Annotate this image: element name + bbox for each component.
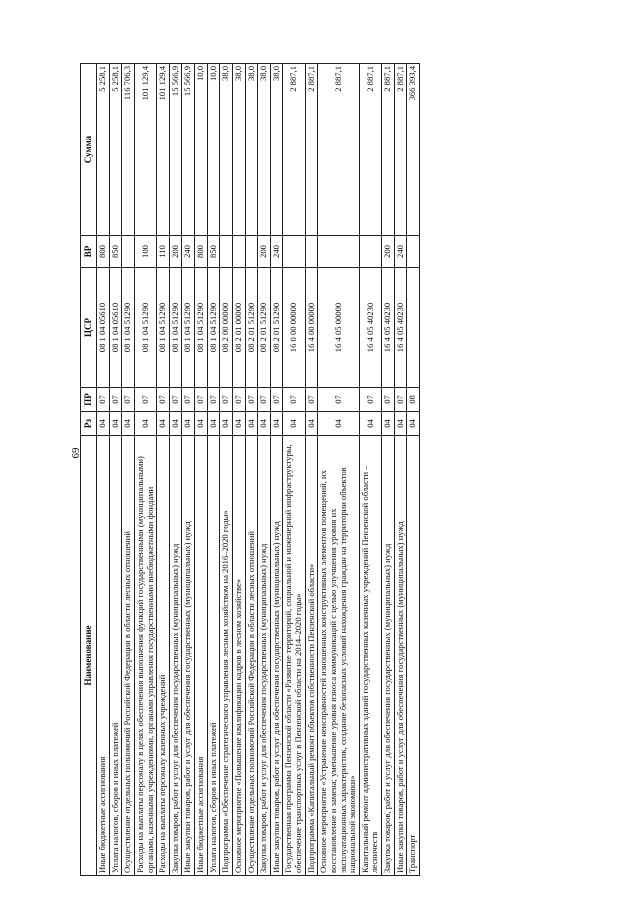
cell-rz: 04 bbox=[157, 412, 170, 436]
table-header-row bbox=[81, 64, 97, 876]
table-row bbox=[169, 64, 182, 876]
cell-sum: 5 258,1 bbox=[109, 64, 122, 236]
cell-sum: 2 887,1 bbox=[305, 64, 318, 236]
cell-vr bbox=[122, 236, 135, 268]
cell-pr: 07 bbox=[97, 388, 110, 412]
table-row bbox=[394, 64, 407, 876]
page-number: 69 bbox=[70, 447, 82, 459]
cell-csr: 08 2 00 00000 bbox=[220, 268, 233, 388]
cell-sum: 116 706,3 bbox=[122, 64, 135, 236]
table-row bbox=[245, 64, 258, 876]
cell-csr: 16 4 05 00000 bbox=[318, 268, 360, 388]
table-row bbox=[258, 64, 271, 876]
cell-vr bbox=[245, 236, 258, 268]
cell-sum: 10,0 bbox=[195, 64, 208, 236]
cell-pr: 07 bbox=[359, 388, 381, 412]
cell-pr: 07 bbox=[157, 388, 170, 412]
cell-sum: 2 887,1 bbox=[318, 64, 360, 236]
cell-csr: 08 1 04 51290 bbox=[157, 268, 170, 388]
cell-csr: 08 1 04 05610 bbox=[97, 268, 110, 388]
cell-vr bbox=[318, 236, 360, 268]
cell-vr: 240 bbox=[182, 236, 195, 268]
cell-pr: 07 bbox=[318, 388, 360, 412]
cell-rz: 04 bbox=[169, 412, 182, 436]
table-row bbox=[305, 64, 318, 876]
cell-pr: 07 bbox=[169, 388, 182, 412]
header-sum: Сумма bbox=[81, 64, 97, 236]
cell-rz: 04 bbox=[258, 412, 271, 436]
cell-vr: 200 bbox=[169, 236, 182, 268]
cell-name: Иные бюджетные ассигнования bbox=[195, 436, 208, 876]
cell-sum: 15 566,9 bbox=[169, 64, 182, 236]
table-body bbox=[97, 64, 420, 876]
cell-rz: 04 bbox=[283, 412, 305, 436]
cell-name: Транспорт bbox=[407, 436, 420, 876]
cell-csr: 16 4 00 00000 bbox=[305, 268, 318, 388]
table-row bbox=[232, 64, 245, 876]
cell-rz: 04 bbox=[270, 412, 283, 436]
table-row bbox=[122, 64, 135, 876]
cell-name: Осуществление отдельных полномочий Российской Федерации в области лесных отношений bbox=[122, 436, 135, 876]
cell-sum: 366 393,4 bbox=[407, 64, 420, 236]
cell-vr: 240 bbox=[270, 236, 283, 268]
cell-vr bbox=[359, 236, 381, 268]
cell-vr bbox=[407, 236, 420, 268]
cell-pr: 07 bbox=[220, 388, 233, 412]
cell-sum: 2 887,1 bbox=[359, 64, 381, 236]
cell-rz: 04 bbox=[394, 412, 407, 436]
cell-vr bbox=[305, 236, 318, 268]
cell-pr: 07 bbox=[394, 388, 407, 412]
cell-rz: 04 bbox=[122, 412, 135, 436]
cell-rz: 04 bbox=[207, 412, 220, 436]
cell-rz: 04 bbox=[407, 412, 420, 436]
cell-csr: 08 1 04 51290 bbox=[207, 268, 220, 388]
table-row bbox=[157, 64, 170, 876]
cell-vr: 200 bbox=[382, 236, 395, 268]
cell-name: Закупка товаров, работ и услуг для обеспечения государственных (муниципальных) нужд bbox=[258, 436, 271, 876]
table-row bbox=[407, 64, 420, 876]
cell-pr: 07 bbox=[270, 388, 283, 412]
cell-sum: 2 887,1 bbox=[394, 64, 407, 236]
table-row bbox=[220, 64, 233, 876]
cell-pr: 07 bbox=[207, 388, 220, 412]
cell-name: Расходы на выплаты персоналу в целях обеспечения выполнения функций государственными (муниципальными) органами, казенными учреждениями, органами управления государственными внебюджетными фондами bbox=[134, 436, 156, 876]
cell-name: Государственная программа Пензенской области «Развитие территорий, социальной и инженерной инфраструктуры, обеспечение транспортных услуг в Пензенской области на 2014–2020 годы» bbox=[283, 436, 305, 876]
table-row bbox=[182, 64, 195, 876]
cell-csr: 08 1 04 51290 bbox=[182, 268, 195, 388]
cell-vr bbox=[232, 236, 245, 268]
cell-rz: 04 bbox=[359, 412, 381, 436]
cell-vr: 800 bbox=[97, 236, 110, 268]
table-row bbox=[134, 64, 156, 876]
cell-csr: 08 2 01 51290 bbox=[245, 268, 258, 388]
cell-csr: 08 1 04 05610 bbox=[109, 268, 122, 388]
cell-rz: 04 bbox=[318, 412, 360, 436]
header-name: Наименование bbox=[81, 436, 97, 876]
cell-pr: 08 bbox=[407, 388, 420, 412]
cell-rz: 04 bbox=[305, 412, 318, 436]
cell-name: Осуществление отдельных полномочий Российской Федерации в области лесных отношений bbox=[245, 436, 258, 876]
cell-rz: 04 bbox=[97, 412, 110, 436]
cell-vr: 200 bbox=[258, 236, 271, 268]
table-row bbox=[382, 64, 395, 876]
cell-pr: 07 bbox=[109, 388, 122, 412]
cell-vr bbox=[220, 236, 233, 268]
header-vr: ВР bbox=[81, 236, 97, 268]
cell-rz: 04 bbox=[195, 412, 208, 436]
cell-sum: 5 258,1 bbox=[97, 64, 110, 236]
cell-sum: 38,0 bbox=[245, 64, 258, 236]
cell-csr: 16 4 05 40230 bbox=[382, 268, 395, 388]
table-row bbox=[195, 64, 208, 876]
cell-sum: 10,0 bbox=[207, 64, 220, 236]
cell-name: Иные закупки товаров, работ и услуг для обеспечения государственных (муниципальных) нужд bbox=[270, 436, 283, 876]
cell-name: Закупка товаров, работ и услуг для обеспечения государственных (муниципальных) нужд bbox=[382, 436, 395, 876]
header-pr: ПР bbox=[81, 388, 97, 412]
cell-vr: 100 bbox=[134, 236, 156, 268]
cell-name: Иные бюджетные ассигнования bbox=[97, 436, 110, 876]
cell-name: Капитальный ремонт административных зданий государственных казенных учреждений Пензенской области – лесничеств bbox=[359, 436, 381, 876]
table-row bbox=[318, 64, 360, 876]
cell-sum: 2 887,1 bbox=[382, 64, 395, 236]
cell-sum: 38,0 bbox=[220, 64, 233, 236]
cell-pr: 07 bbox=[232, 388, 245, 412]
cell-vr: 850 bbox=[207, 236, 220, 268]
cell-sum: 38,0 bbox=[232, 64, 245, 236]
cell-csr: 08 1 04 51290 bbox=[122, 268, 135, 388]
cell-rz: 04 bbox=[220, 412, 233, 436]
cell-csr: 08 1 04 51290 bbox=[169, 268, 182, 388]
cell-pr: 07 bbox=[382, 388, 395, 412]
cell-rz: 04 bbox=[245, 412, 258, 436]
cell-pr: 07 bbox=[195, 388, 208, 412]
rotated-page bbox=[80, 64, 420, 876]
cell-rz: 04 bbox=[182, 412, 195, 436]
cell-name: Основное мероприятие «Повышение квалификации кадров в лесном хозяйстве» bbox=[232, 436, 245, 876]
cell-name: Подпрограмма «Капитальный ремонт объектов собственности Пензенской области» bbox=[305, 436, 318, 876]
header-rz: Рз bbox=[81, 412, 97, 436]
cell-vr: 850 bbox=[109, 236, 122, 268]
table-row bbox=[270, 64, 283, 876]
header-csr: ЦСР bbox=[81, 268, 97, 388]
cell-csr: 08 2 01 51290 bbox=[270, 268, 283, 388]
cell-vr bbox=[283, 236, 305, 268]
cell-csr: 16 4 05 40230 bbox=[359, 268, 381, 388]
cell-name: Иные закупки товаров, работ и услуг для обеспечения государственных (муниципальных) нужд bbox=[182, 436, 195, 876]
table-row bbox=[109, 64, 122, 876]
cell-vr: 110 bbox=[157, 236, 170, 268]
cell-pr: 07 bbox=[245, 388, 258, 412]
budget-table bbox=[80, 63, 420, 876]
cell-vr: 240 bbox=[394, 236, 407, 268]
cell-pr: 07 bbox=[182, 388, 195, 412]
cell-csr: 16 4 05 40230 bbox=[394, 268, 407, 388]
cell-csr: 08 1 04 51290 bbox=[195, 268, 208, 388]
cell-pr: 07 bbox=[283, 388, 305, 412]
cell-name: Иные закупки товаров, работ и услуг для обеспечения государственных (муниципальных) нужд bbox=[394, 436, 407, 876]
cell-sum: 2 887,1 bbox=[283, 64, 305, 236]
cell-vr: 800 bbox=[195, 236, 208, 268]
cell-sum: 38,0 bbox=[270, 64, 283, 236]
cell-name: Основное мероприятие «Устранение неисправностей изношенных конструктивных элементов помещений, их восстановление и замена; уменьшение уровня износа коммуникаций с целью улучшения уровня их эксплуатационных характеристик, создание безопасных условий нахождения граждан на территории объектов национальной экономики» bbox=[318, 436, 360, 876]
cell-csr: 16 0 00 00000 bbox=[283, 268, 305, 388]
cell-csr: 08 1 04 51290 bbox=[134, 268, 156, 388]
cell-rz: 04 bbox=[232, 412, 245, 436]
cell-pr: 07 bbox=[305, 388, 318, 412]
cell-name: Подпрограмма «Обеспечение стратегического управления лесным хозяйством на 2016–2020 годы» bbox=[220, 436, 233, 876]
cell-sum: 101 129,4 bbox=[134, 64, 156, 236]
cell-pr: 07 bbox=[258, 388, 271, 412]
cell-sum: 15 566,9 bbox=[182, 64, 195, 236]
cell-rz: 04 bbox=[382, 412, 395, 436]
cell-name: Уплата налогов, сборов и иных платежей bbox=[207, 436, 220, 876]
cell-rz: 04 bbox=[134, 412, 156, 436]
cell-sum: 38,0 bbox=[258, 64, 271, 236]
cell-name: Расходы на выплаты персоналу казенных учреждений bbox=[157, 436, 170, 876]
cell-sum: 101 129,4 bbox=[157, 64, 170, 236]
table-row bbox=[97, 64, 110, 876]
table-row bbox=[207, 64, 220, 876]
cell-csr: 08 2 01 51290 bbox=[258, 268, 271, 388]
cell-name: Закупка товаров, работ и услуг для обеспечения государственных (муниципальных) нужд bbox=[169, 436, 182, 876]
cell-csr bbox=[407, 268, 420, 388]
cell-csr: 08 2 01 00000 bbox=[232, 268, 245, 388]
table-row bbox=[283, 64, 305, 876]
cell-rz: 04 bbox=[109, 412, 122, 436]
table-row bbox=[359, 64, 381, 876]
cell-name: Уплата налогов, сборов и иных платежей bbox=[109, 436, 122, 876]
cell-pr: 07 bbox=[122, 388, 135, 412]
cell-pr: 07 bbox=[134, 388, 156, 412]
